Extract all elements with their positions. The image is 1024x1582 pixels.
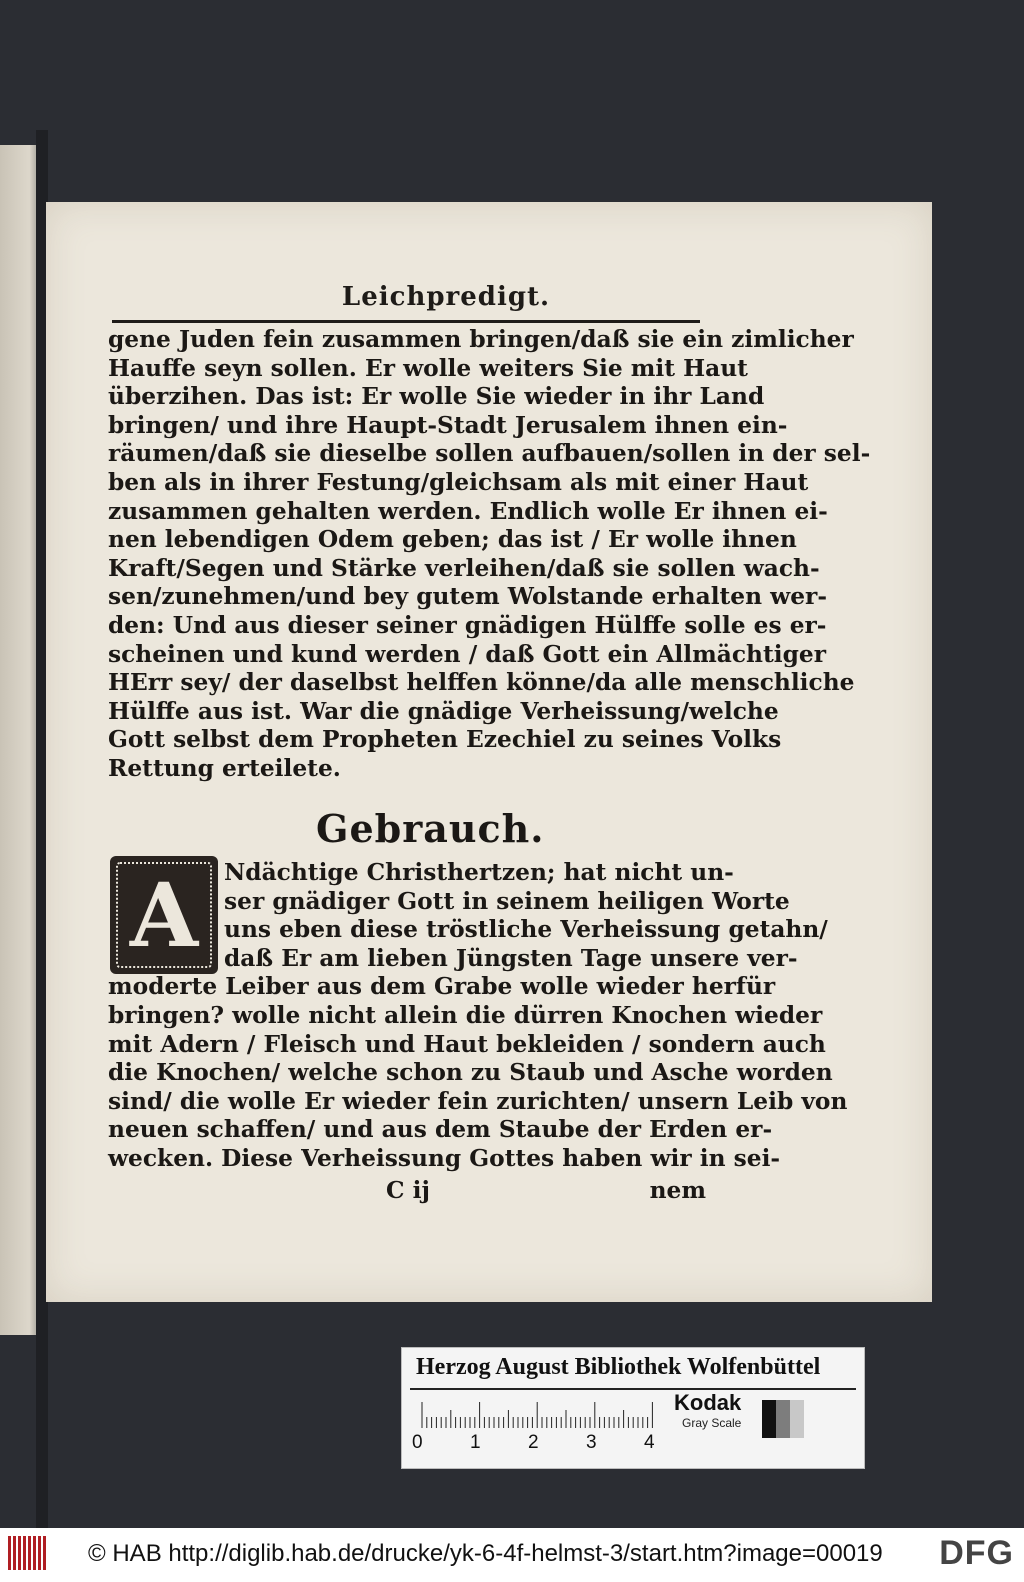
text-line: Ndächtige Christhertzen; hat nicht un- [224,859,734,886]
section-title: Gebrauch. [316,806,545,851]
dfg-logo: DFG [939,1534,1014,1572]
text-line: bringen/ und ihre Haupt-Stadt Jerusalem ihnen ein- [108,411,788,439]
book-page [46,202,932,1302]
text-line: mit Adern / Fleisch und Haut bekleiden / sondern auch [108,1030,826,1058]
text-line: wecken. Diese Verheissung Gottes haben wir in sei- [108,1144,781,1172]
source-url[interactable]: © HAB http://diglib.hab.de/drucke/yk-6-4f-helmst-3/start.htm?image=00019 [88,1540,883,1567]
ruler-scale [418,1400,658,1428]
text-line: Hauffe seyn sollen. Er wolle weiters Sie mit Haut [108,354,748,382]
gray-swatch [776,1400,790,1438]
text-line: bringen? wolle nicht allein die dürren Knochen wieder [108,1001,823,1029]
text-line: Kraft/Segen und Stärke verleihen/daß sie sollen wach- [108,554,820,582]
text-line: HErr sey/ der daselbst helffen könne/da alle menschliche [108,669,855,697]
text-block-sermon [108,326,871,784]
text-line: scheinen und kund werden / daß Gott ein Allmächtiger [108,640,826,668]
text-line: Hülffe aus ist. War die gnädige Verheissung/welche [108,697,779,725]
text-line: nen lebendigen Odem geben; das ist / Er wolle ihnen [108,526,797,554]
text-line: sind/ die wolle Er wieder fein zurichten/ unsern Leib von [108,1087,848,1115]
text-line: überzihen. Das ist: Er wolle Sie wieder in ihr Land [108,383,765,411]
text-line: sen/zunehmen/und bey gutem Wolstande erhalten wer- [108,583,827,611]
viewer-footer [0,1528,1024,1582]
text-line: ser gnädiger Gott in seinem heiligen Worte [224,887,790,915]
decorated-initial: A [110,856,218,974]
ruler-number: 3 [586,1432,597,1453]
ruler-number: 0 [412,1432,423,1453]
text-line: die Knochen/ welche schon zu Staub und Asche worden [108,1059,833,1087]
text-line: den: Und aus dieser seiner gnädigen Hülffe solle es er- [108,611,827,639]
library-color-card [401,1347,865,1469]
text-line: Rettung erteilete. [108,754,341,782]
text-line: uns eben diese tröstliche Verheissung getahn/ [224,916,828,944]
catchword: nem [649,1177,706,1204]
card-divider [410,1388,856,1390]
gray-swatches [762,1400,804,1438]
ruler-numbers [412,1432,662,1456]
text-line: zusammen gehalten werden. Endlich wolle Er ihnen ei- [108,497,828,525]
page-footer-line [108,1177,706,1207]
text-line: ben als in ihrer Festung/gleichsam als mit einer Haut [108,468,809,496]
running-head: Leichpredigt. [341,282,551,312]
text-block-gebrauch [108,858,848,1173]
signature-mark: C ij [386,1177,430,1204]
text-line: moderte Leiber aus dem Grabe wolle wieder herfür [108,973,776,1001]
text-line: gene Juden fein zusammen bringen/daß sie ein zimlicher [108,326,854,353]
ruler-number: 4 [644,1432,655,1453]
ruler-number: 1 [470,1432,481,1453]
hab-logo-icon [8,1536,48,1570]
text-line: daß Er am lieben Jüngsten Tage unsere ver- [224,944,798,972]
gray-swatch [762,1400,776,1438]
ruler-number: 2 [528,1432,539,1453]
gray-swatch [790,1400,804,1438]
library-name: Herzog August Bibliothek Wolfenbüttel [416,1354,821,1380]
text-line: räumen/daß sie dieselbe sollen aufbauen/sollen in der sel- [108,440,871,468]
kodak-brand: Kodak [674,1390,742,1415]
gray-scale-label: Gray Scale [682,1416,742,1430]
header-rule [112,320,700,323]
text-line: neuen schaffen/ und aus dem Staube der Erden er- [108,1116,773,1144]
text-line: Gott selbst dem Propheten Ezechiel zu seines Volks [108,726,782,754]
